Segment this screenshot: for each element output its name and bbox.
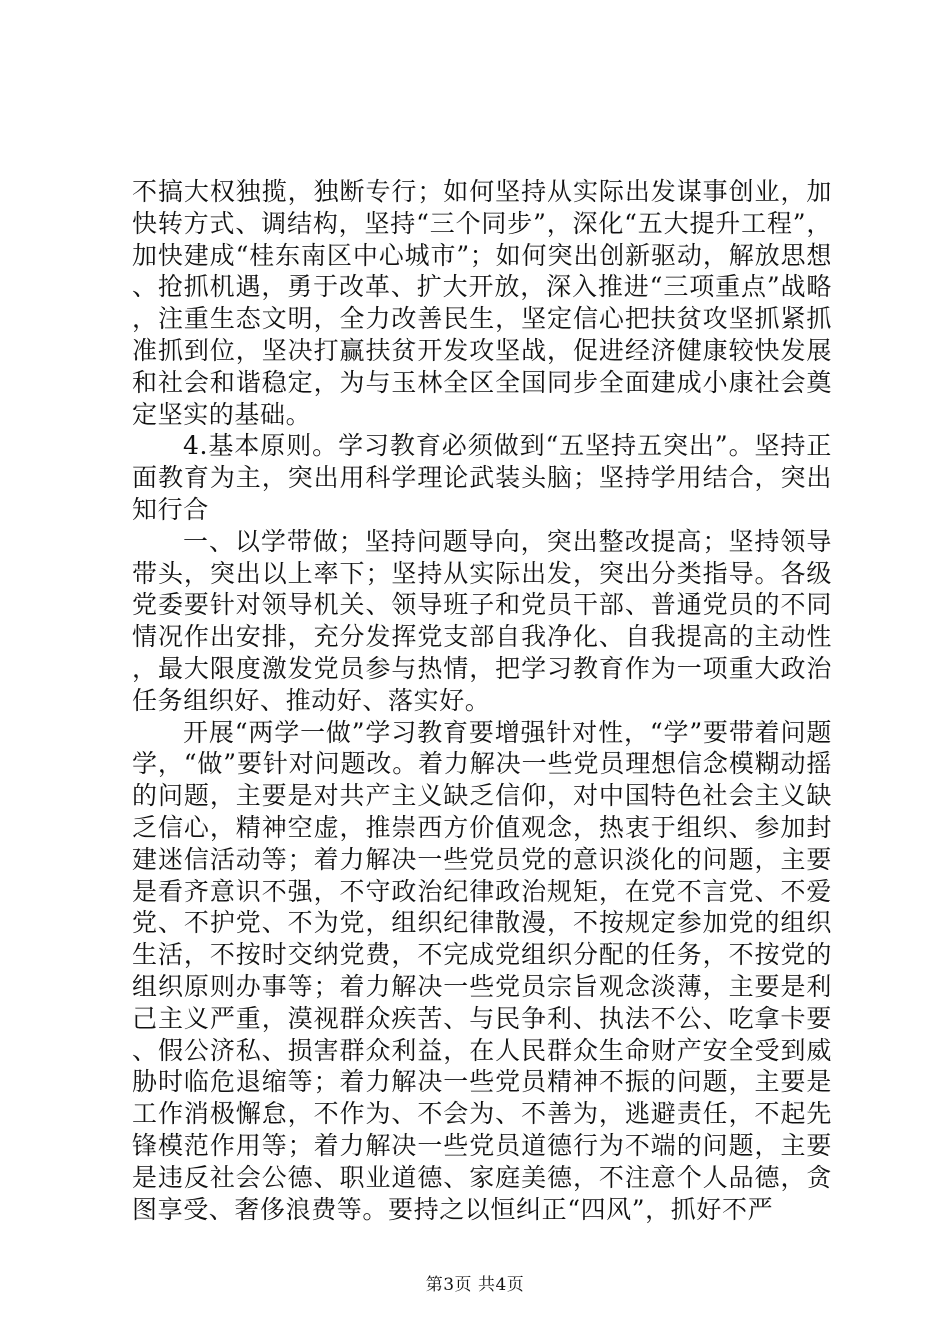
paragraph-2: 4.基本原则。学习教育必须做到“五坚持五突出”。坚持正面教育为主，突出用科学理论武装头脑；坚持学用结合，突出知行合 bbox=[132, 431, 832, 524]
page-number-footer: 第3页 共4页 bbox=[425, 1275, 525, 1295]
paragraph-4: 开展“两学一做”学习教育要增强针对性，“学”要带着问题学，“做”要针对问题改。着力解决一些党员理想信念模糊动摇的问题，主要是对共产主义缺乏信仰，对中国特色社会主义缺乏信心，精神空虚，推崇西方价值观念，热衷于组织、参加封建迷信活动等；着力解决一些党员党的意识淡化的问题，主要是看齐意识不强，不守政治纪律政治规矩，在党不言党、不爱党、不护党、不为党，组织纪律散漫，不按规定参加党的组织生活，不按时交纳党费，不完成党组织分配的任务，不按党的组织原则办事等；着力解决一些党员宗旨观念淡薄，主要是利己主义严重，漠视群众疾苦、与民争利、执法不公、吃拿卡要、假公济私、损害群众利益，在人民群众生命财产安全受到威胁时临危退缩等；着力解决一些党员精神不振的问题，主要是工作消极懈怠，不作为、不会为、不善为，逃避责任，不起先锋模范作用等；着力解决一些党员道德行为不端的问题，主要是违反社会公德、职业道德、家庭美德，不注意个人品德，贪图享受、奢侈浪费等。要持之以恒纠正“四风”，抓好不严 bbox=[132, 717, 832, 1224]
paragraph-1: 不搞大权独揽，独断专行；如何坚持从实际出发谋事创业，加快转方式、调结构，坚持“三个同步”，深化“五大提升工程”，加快建成“桂东南区中心城市”；如何突出创新驱动，解放思想、抢抓机遇，勇于改革、扩大开放，深入推进“三项重点”战略，注重生态文明，全力改善民生，坚定信心把扶贫攻坚抓紧抓准抓到位，坚决打赢扶贫开发攻坚战，促进经济健康较快发展和社会和谐稳定，为与玉林全区全国同步全面建成小康社会奠定坚实的基础。 bbox=[132, 177, 832, 429]
paragraph-3: 一、以学带做；坚持问题导向，突出整改提高；坚持领导带头，突出以上率下；坚持从实际出发，突出分类指导。各级党委要针对领导机关、领导班子和党员干部、普通党员的不同情况作出安排，充分发挥党支部自我净化、自我提高的主动性，最大限度激发党员参与热情，把学习教育作为一项重大政治任务组织好、推动好、落实好。 bbox=[132, 526, 832, 715]
document-body bbox=[132, 176, 832, 1225]
